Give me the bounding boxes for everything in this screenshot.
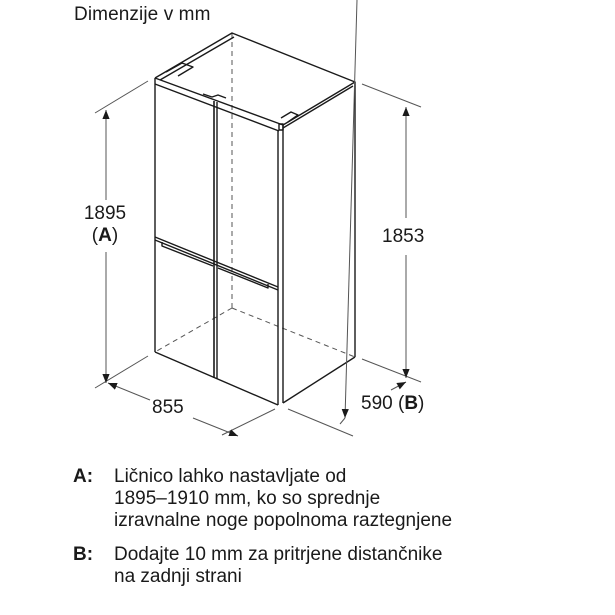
dimension-height-total bbox=[80, 203, 130, 247]
note-b bbox=[73, 544, 452, 588]
note-a bbox=[73, 466, 452, 532]
dimension-height-body bbox=[382, 226, 424, 248]
note-line: izravnalne noge popolnoma raztegnjene bbox=[114, 510, 453, 531]
note-line: na zadnji strani bbox=[114, 566, 242, 587]
note-key: B: bbox=[73, 544, 94, 565]
extension-lines bbox=[95, 81, 421, 436]
page-title: Dimenzije v mm bbox=[74, 4, 211, 25]
note-line: 1895–1910 mm, ko so sprednje bbox=[114, 488, 381, 509]
hidden-edges bbox=[155, 33, 355, 357]
dimension-value: 590 bbox=[361, 393, 393, 414]
dimension-value: 855 bbox=[152, 397, 184, 418]
note-key: A: bbox=[73, 466, 94, 487]
note-line: Ličnico lahko nastavljate od bbox=[114, 466, 347, 487]
dimension-value: 1895 bbox=[83, 203, 127, 224]
note-line: Dodajte 10 mm za pritrjene distančnike bbox=[114, 544, 443, 565]
fridge-body bbox=[155, 33, 355, 405]
dimension-width bbox=[152, 397, 184, 419]
dimension-value: 1853 bbox=[382, 226, 425, 247]
notes bbox=[73, 466, 452, 600]
dimension-lines bbox=[106, 0, 406, 436]
dimension-depth: 590 (B) bbox=[361, 393, 425, 414]
dimension-ref: (A) bbox=[91, 225, 119, 246]
